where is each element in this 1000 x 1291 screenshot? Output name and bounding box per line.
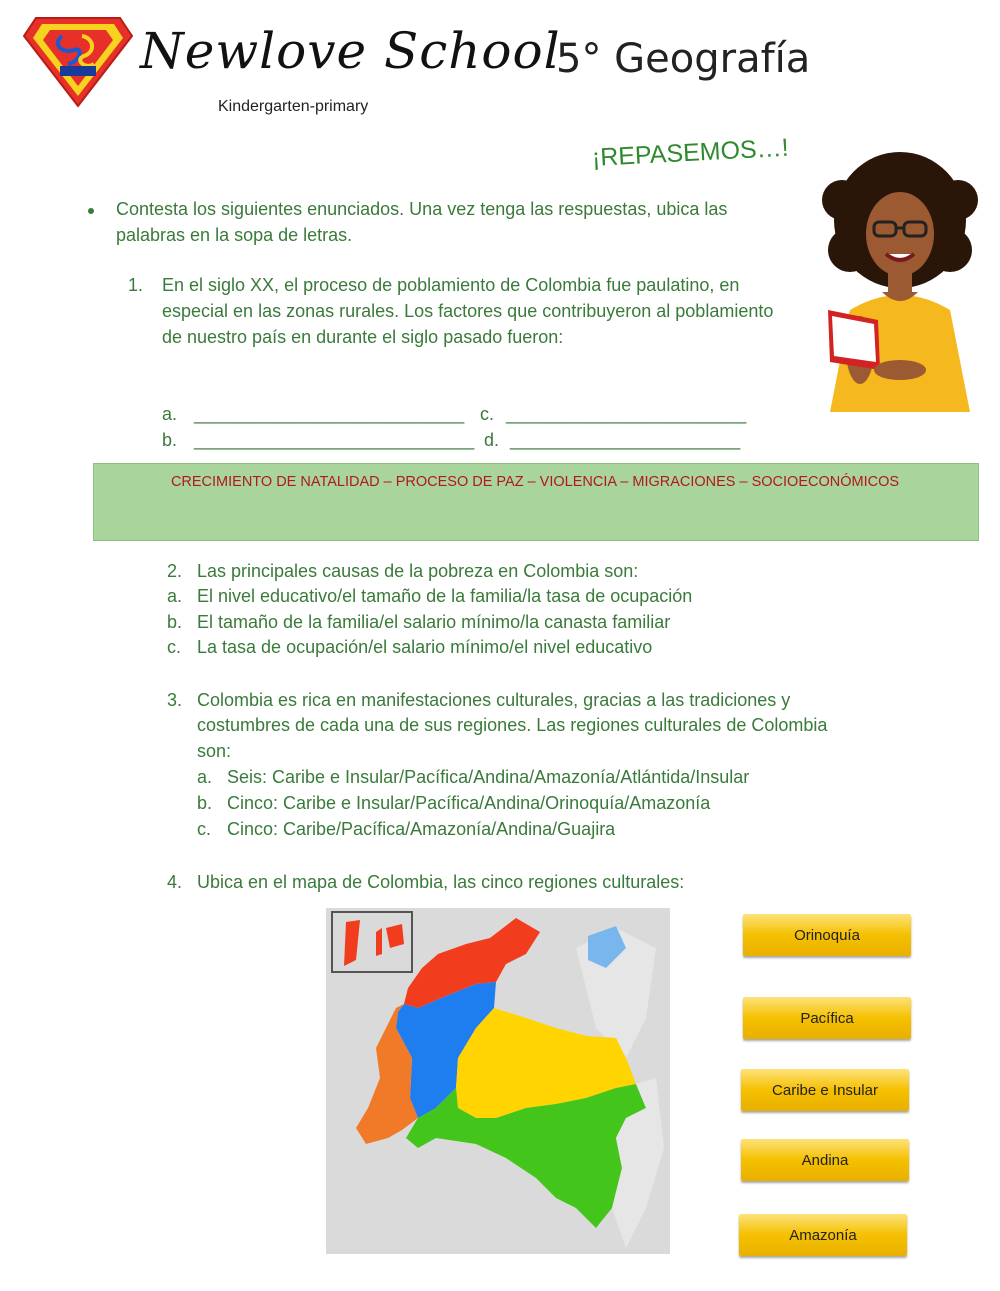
question-3-line-1: Colombia es rica en manifestaciones culturales, gracias a las tradiciones y bbox=[197, 690, 791, 710]
blank-b-input[interactable]: ____________________________ bbox=[194, 430, 475, 450]
q2-option-b-label: b. bbox=[167, 612, 183, 632]
question-2-text: Las principales causas de la pobreza en Colombia son: bbox=[197, 561, 639, 581]
q2-option-c-label: c. bbox=[167, 637, 182, 657]
blank-b-label: b. bbox=[162, 430, 178, 450]
q3-option-b-label: b. bbox=[197, 793, 213, 813]
school-name: Newlove School bbox=[140, 22, 561, 80]
question-2-number: 2. bbox=[167, 561, 183, 581]
question-4-text: Ubica en el mapa de Colombia, las cinco regiones culturales: bbox=[197, 872, 685, 892]
question-3-line-3: son: bbox=[197, 741, 232, 761]
label-caribe-insular[interactable]: Caribe e Insular bbox=[741, 1069, 909, 1111]
q3-option-a[interactable]: Seis: Caribe e Insular/Pacífica/Andina/Amazonía/Atlántida/Insular bbox=[227, 767, 750, 787]
question-4-number: 4. bbox=[167, 872, 183, 892]
q3-option-b[interactable]: Cinco: Caribe e Insular/Pacífica/Andina/Orinoquía/Amazonía bbox=[227, 793, 711, 813]
question-1-number: 1. bbox=[128, 275, 144, 295]
blank-c-input[interactable]: ________________________ bbox=[506, 404, 747, 424]
question-3-line-2: costumbres de cada una de sus regiones. Las regiones culturales de Colombia bbox=[197, 715, 828, 735]
teacher-illustration bbox=[820, 150, 980, 412]
q3-option-c-label: c. bbox=[197, 819, 212, 839]
blank-a-input[interactable]: ___________________________ bbox=[194, 404, 465, 424]
review-title: ¡REPASEMOS…! bbox=[591, 133, 790, 172]
q2-option-b[interactable]: El tamaño de la familia/el salario mínimo/la canasta familiar bbox=[197, 612, 671, 632]
q3-option-a-label: a. bbox=[197, 767, 213, 787]
blank-a-label: a. bbox=[162, 404, 178, 424]
instructions-text: Contesta los siguientes enunciados. Una vez tenga las respuestas, ubica las palabras en la sopa de letras. bbox=[116, 199, 728, 245]
label-pacifica[interactable]: Pacífica bbox=[743, 997, 911, 1039]
blank-c-label: c. bbox=[480, 404, 495, 424]
label-amazonia[interactable]: Amazonía bbox=[739, 1214, 907, 1256]
school-logo bbox=[22, 14, 134, 110]
question-3-number: 3. bbox=[167, 690, 183, 710]
q3-option-c[interactable]: Cinco: Caribe/Pacífica/Amazonía/Andina/Guajira bbox=[227, 819, 616, 839]
subject-title: 5° Geografía bbox=[556, 36, 811, 82]
q2-option-a[interactable]: El nivel educativo/el tamaño de la familia/la tasa de ocupación bbox=[197, 586, 693, 606]
bullet-dot bbox=[88, 208, 94, 214]
label-orinoquia[interactable]: Orinoquía bbox=[743, 914, 911, 956]
label-andina[interactable]: Andina bbox=[741, 1139, 909, 1181]
blank-d-label: d. bbox=[484, 430, 500, 450]
blank-d-input[interactable]: _______________________ bbox=[510, 430, 741, 450]
q2-option-c[interactable]: La tasa de ocupación/el salario mínimo/el nivel educativo bbox=[197, 637, 653, 657]
colombia-map bbox=[326, 908, 670, 1254]
q2-option-a-label: a. bbox=[167, 586, 183, 606]
question-1-text: En el siglo XX, el proceso de poblamiento de Colombia fue paulatino, en especial en las zonas rurales. Los factores que contribuyeron al poblamiento de nuestro país en durante el siglo pasado fueron: bbox=[162, 275, 774, 347]
answer-bank-text: CRECIMIENTO DE NATALIDAD – PROCESO DE PAZ – VIOLENCIA – MIGRACIONES – SOCIOECONÓMICOS bbox=[170, 474, 900, 490]
school-level: Kindergarten-primary bbox=[218, 98, 369, 115]
